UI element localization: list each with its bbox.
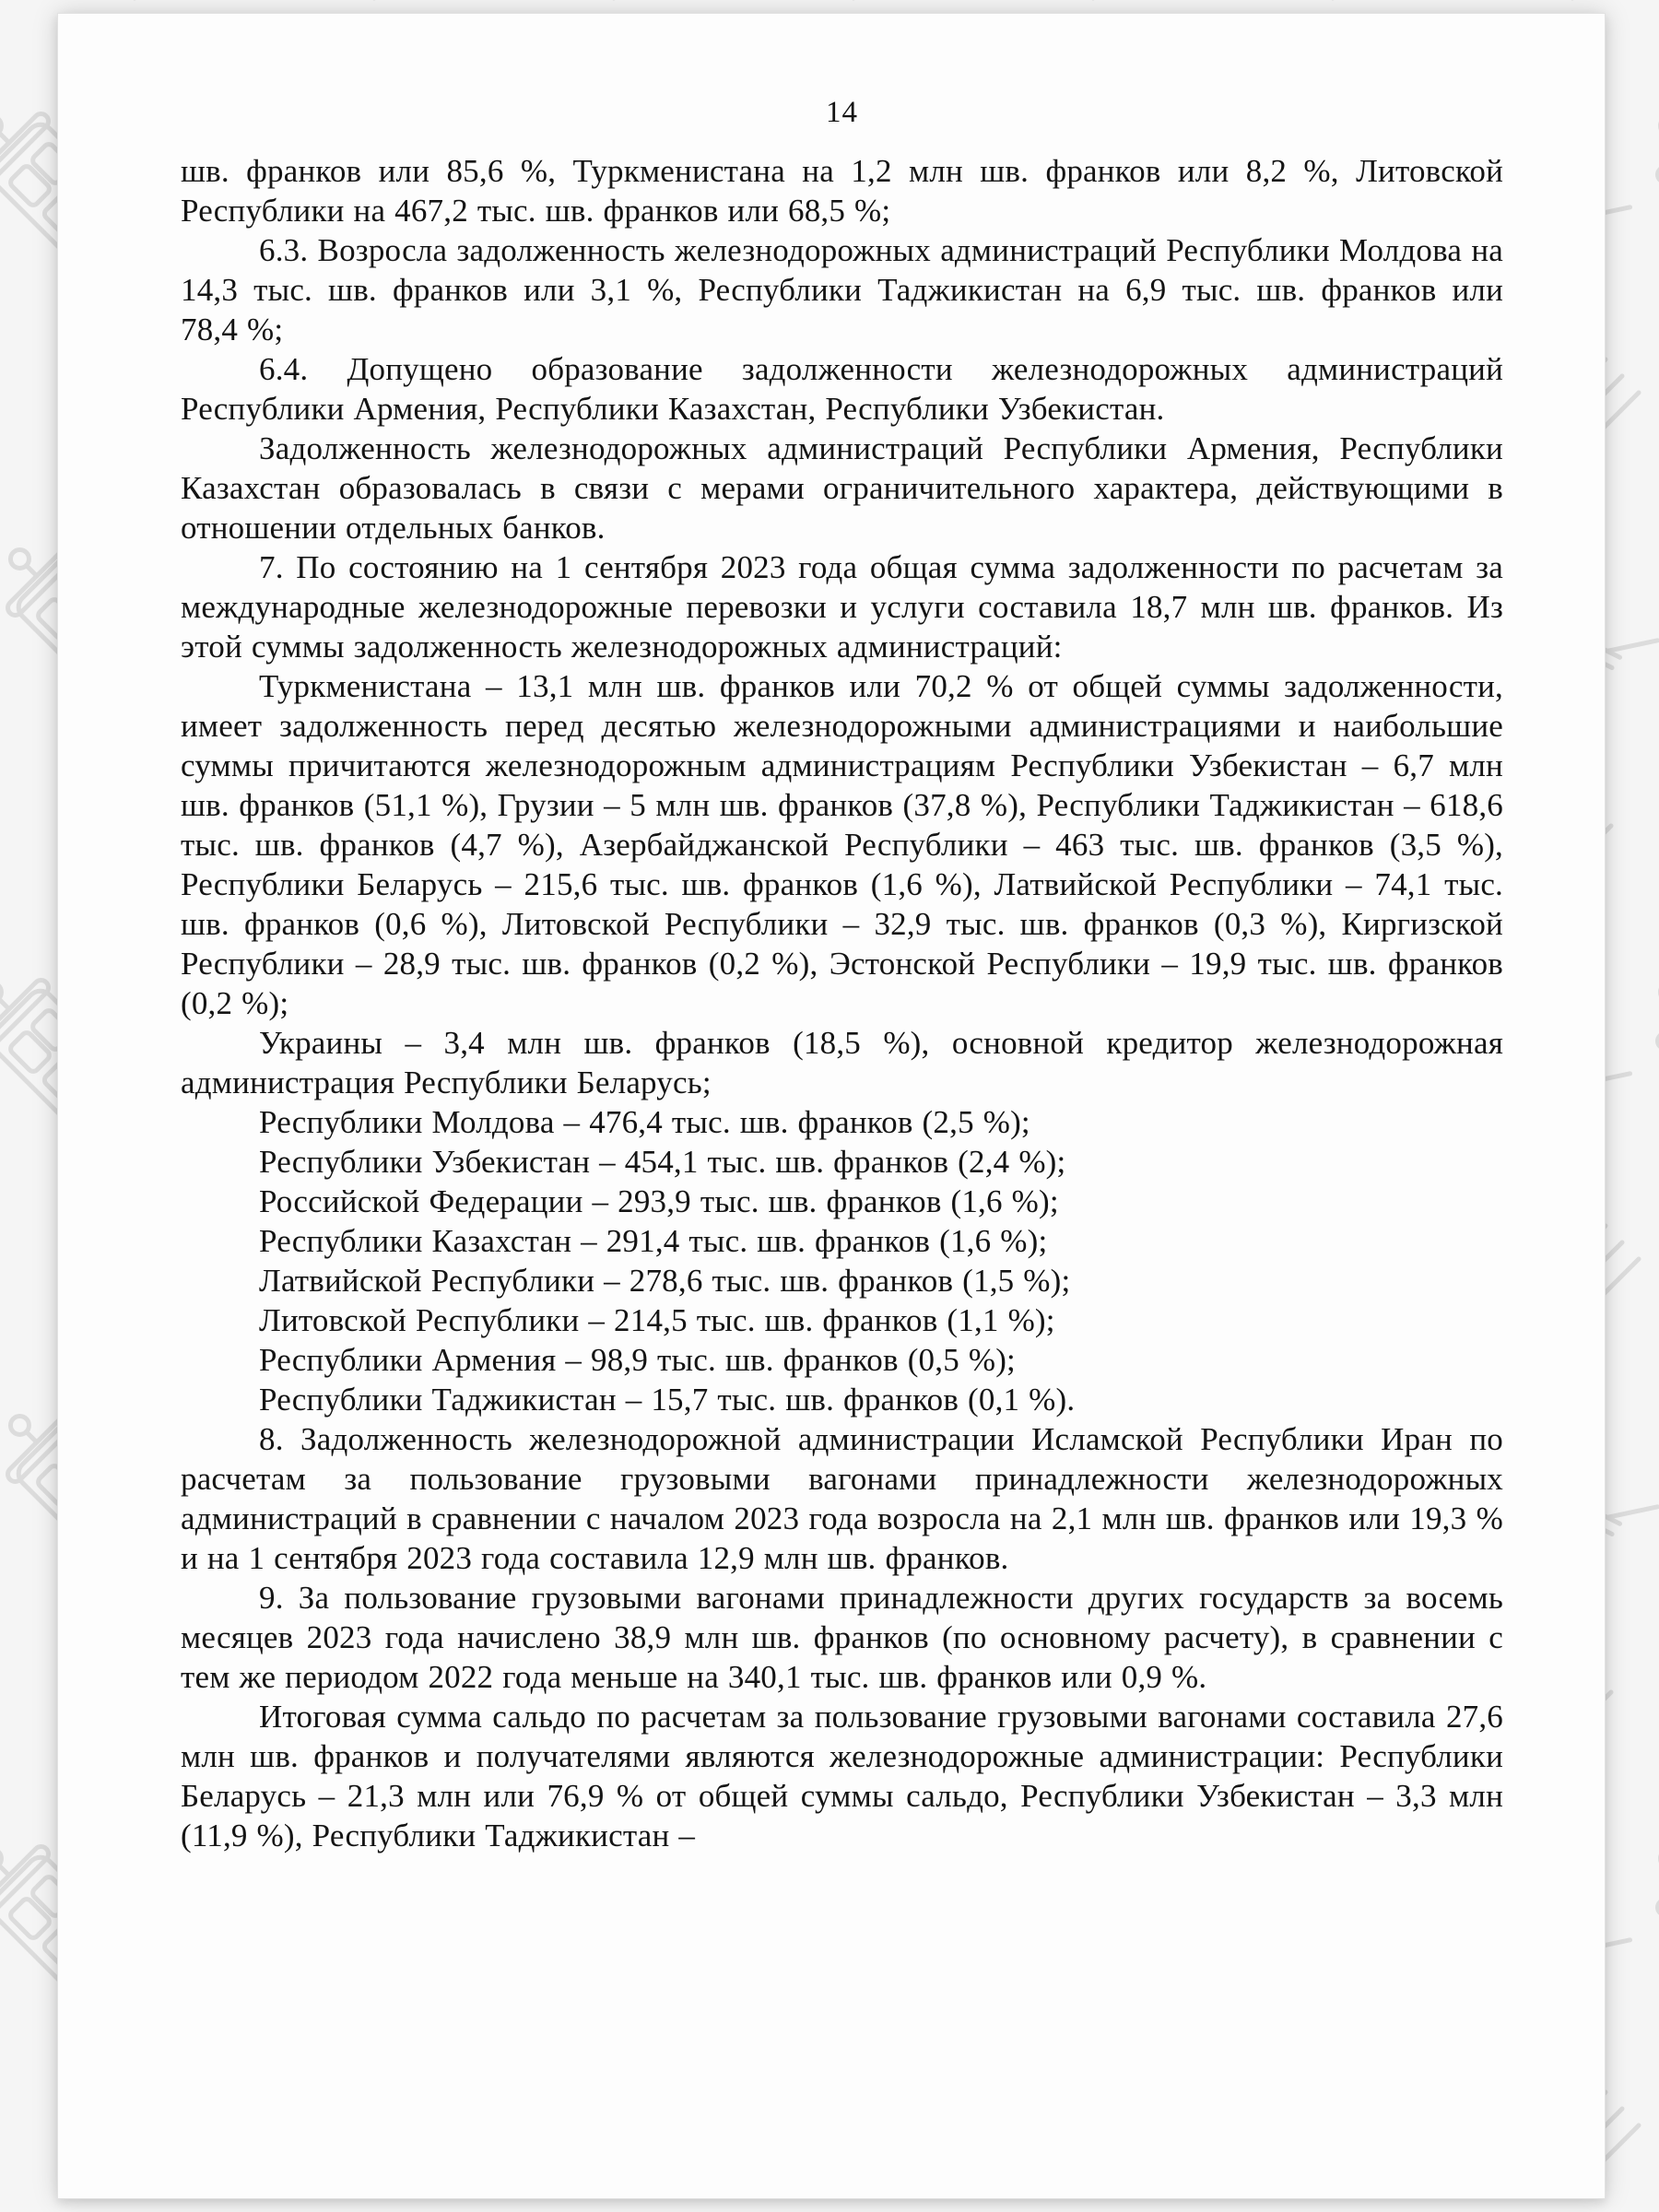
paragraph: 6.3. Возросла задолженность железнодорожных администраций Республики Молдова на 14,3 тыс. шв. франков или 3,1 %, Республики Таджикистан на 6,9 тыс. шв. франков или 78,4 %; <box>181 232 1503 347</box>
train-icon <box>1631 1659 1659 2031</box>
document-page <box>57 13 1606 2199</box>
paragraph: 6.4. Допущено образование задолженности железнодорожных администраций Республики Армения, Республики Казахстан, Республики Узбекистан. <box>181 351 1503 427</box>
paragraph: 8. Задолженность железнодорожной администрации Исламской Республики Иран по расчетам за пользование грузовыми вагонами принадлежности железнодорожных администраций в сравнении с началом 2023 года возросла на 2,1 млн шв. франков или 19,3 % и на 1 сентября 2023 года составила 12,9 млн шв. франков. <box>181 1421 1503 1576</box>
paragraph: Задолженность железнодорожных администраций Республики Армения, Республики Казахстан образовалась в связи с мерами ограничительного характера, действующими в отношении отдельных банков. <box>181 430 1503 546</box>
paragraph: Итоговая сумма сальдо по расчетам за пользование грузовыми вагонами составила 27,6 млн шв. франков и получателями являются железнодорожные администрации: Республики Беларусь – 21,3 млн или 76,9 % от общей суммы сальдо, Республики Узбекистан – 3,3 млн (11,9 %), Республики Таджикистан – <box>181 1699 1503 1853</box>
paragraph: Туркменистана – 13,1 млн шв. франков или 70,2 % от общей суммы задолженности, имеет задолженность перед десятью железнодорожными администрациями и наибольшие суммы причитаются железнодорожным администрациям Республики Узбекистан – 6,7 млн шв. франков (51,1 %), Грузии – 5 млн шв. франков (37,8 %), Республики Таджикистан – 618,6 тыс. шв. франков (4,7 %), Азербайджанской Республики – 463 тыс. шв. франков (3,5 %), Республики Беларусь – 215,6 тыс. шв. франков (1,6 %), Латвийской Республики – 74,1 тыс. шв. франков (0,6 %), Литовской Республики – 32,9 тыс. шв. франков (0,3 %), Киргизской Республики – 28,9 тыс. шв. франков (0,2 %), Эстонской Республики – 19,9 тыс. шв. франков (0,2 %); <box>181 668 1503 1021</box>
paragraph: 9. За пользование грузовыми вагонами принадлежности других государств за восемь месяцев 2023 года начислено 38,9 млн шв. франков (по основному расчету), в сравнении с тем же периодом 2022 года меньше на 340,1 тыс. шв. франков или 0,9 %. <box>181 1580 1503 1695</box>
paragraph: Республики Узбекистан – 454,1 тыс. шв. франков (2,4 %); <box>259 1144 1066 1180</box>
train-icon <box>1631 0 1659 299</box>
paragraph: Украины – 3,4 млн шв. франков (18,5 %), основной кредитор железнодорожная администрация Республики Беларусь; <box>181 1025 1503 1100</box>
document-body <box>181 151 1503 1855</box>
paragraph: Республики Армения – 98,9 тыс. шв. франков (0,5 %); <box>259 1342 1016 1378</box>
paragraph: Российской Федерации – 293,9 тыс. шв. франков (1,6 %); <box>259 1183 1059 1219</box>
paragraph: Республики Казахстан – 291,4 тыс. шв. франков (1,6 %); <box>259 1223 1048 1259</box>
paragraph: Республики Молдова – 476,4 тыс. шв. франков (2,5 %); <box>259 1104 1030 1140</box>
paragraph: Республики Таджикистан – 15,7 тыс. шв. франков (0,1 %). <box>259 1382 1076 1418</box>
paragraph: Латвийской Республики – 278,6 тыс. шв. франков (1,5 %); <box>259 1263 1071 1299</box>
train-icon <box>1631 793 1659 1165</box>
page-content <box>58 93 1605 1855</box>
paragraph: Литовской Республики – 214,5 тыс. шв. франков (1,1 %); <box>259 1302 1055 1338</box>
paragraph: шв. франков или 85,6 %, Туркменистана на 1,2 млн шв. франков или 8,2 %, Литовской Республики на 467,2 тыс. шв. франков или 68,5 %; <box>181 153 1503 229</box>
paragraph: 7. По состоянию на 1 сентября 2023 года общая сумма задолженности по расчетам за международные железнодорожные перевозки и услуги составила 18,7 млн шв. франков. Из этой суммы задолженность железнодорожных администраций: <box>181 549 1503 665</box>
page-number: 14 <box>826 96 858 129</box>
